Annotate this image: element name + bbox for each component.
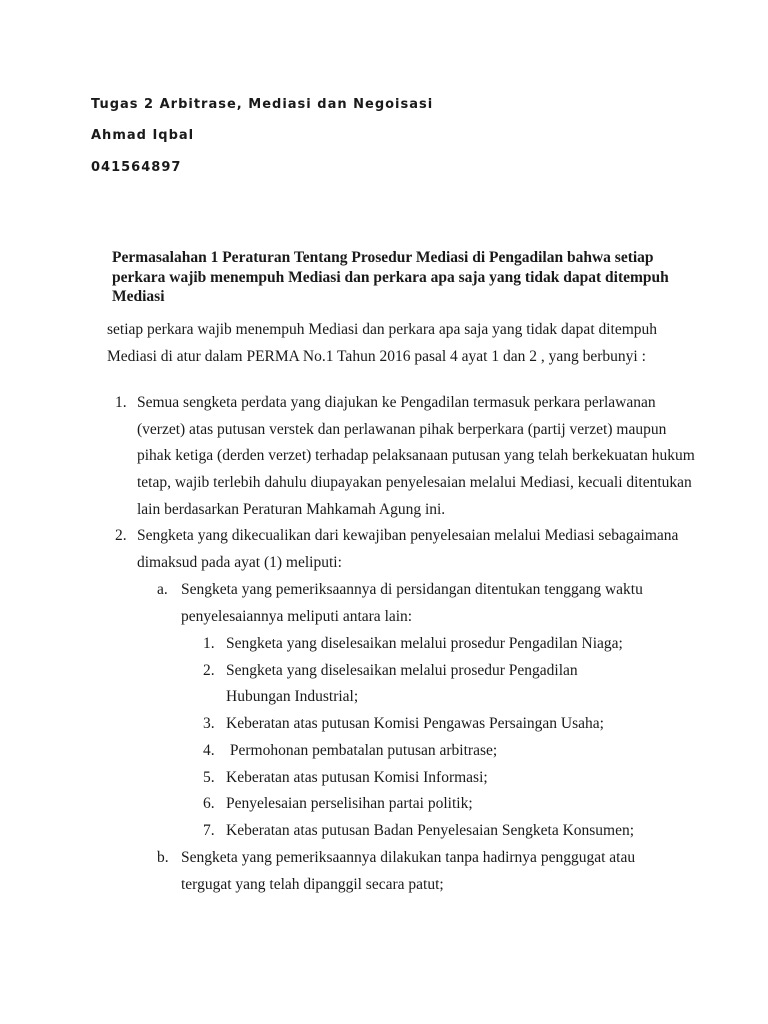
student-name: Ahmad Iqbal xyxy=(91,128,195,143)
nested-list-marker: 7. xyxy=(203,821,215,839)
nested-list-item xyxy=(203,711,663,738)
sub-list-item-text: Sengketa yang pemeriksaannya dilakukan tanpa hadirnya penggugat atau tergugat yang telah dipanggil secara patut; xyxy=(181,849,636,893)
nested-list-marker: 3. xyxy=(203,715,215,733)
nested-list-item-text: Keberatan atas putusan Komisi Informasi; xyxy=(226,768,488,786)
intro-paragraph: setiap perkara wajib menempuh Mediasi dan perkara apa saja yang tidak dapat ditempuh Mediasi di atur dalam PERMA No.1 Tahun 2016 pasal 4 ayat 1 dan 2 , yang berbunyi : xyxy=(107,321,658,365)
sub-list-marker: a. xyxy=(157,581,168,598)
nested-list-marker: 5. xyxy=(203,768,215,786)
list-item-text: Semua sengketa perdata yang diajukan ke Pengadilan termasuk perkara perlawanan (verzet) atas putusan verstek dan perlawanan pihak berperkara (partij verzet) maupun pihak ketiga (derden verzet) terhadap pelaksanaan putusan yang telah berkekuatan hukum tetap, wajib terlebih dahulu diupayakan penyelesaian melalui Mediasi, kecuali ditentukan lain berdasarkan Peraturan Mahkamah Agung ini. xyxy=(137,394,695,518)
list-item xyxy=(115,523,695,576)
nested-list-item-text: Penyelesaian perselisihan partai politik; xyxy=(226,795,473,813)
sub-list-item-text: Sengketa yang pemeriksaannya di persidangan ditentukan tenggang waktu penyelesaiannya meliputi antara lain: xyxy=(181,581,643,625)
nested-list-item xyxy=(203,818,663,845)
list-marker: 1. xyxy=(115,394,127,411)
assignment-title: Tugas 2 Arbitrase, Mediasi dan Negoisasi xyxy=(91,97,434,112)
sub-list-item xyxy=(157,577,677,630)
list-marker: 2. xyxy=(115,527,127,544)
sub-list-marker: b. xyxy=(157,849,169,866)
nested-list-item xyxy=(203,658,663,711)
list-item-text: Sengketa yang dikecualikan dari kewajiban penyelesaian melalui Mediasi sebagaimana dimaksud pada ayat (1) meliputi: xyxy=(137,527,679,571)
nested-list-item-text: Keberatan atas putusan Badan Penyelesaian Sengketa Konsumen; xyxy=(226,821,635,839)
nested-list-item xyxy=(203,791,663,818)
nested-list-item xyxy=(203,631,663,658)
nested-list-marker: 4. xyxy=(203,741,215,759)
nested-list-item xyxy=(203,765,663,792)
problem-heading: Permasalahan 1 Peraturan Tentang Prosedur Mediasi di Pengadilan bahwa setiap perkara wajib menempuh Mediasi dan perkara apa saja yang tidak dapat ditempuh Mediasi xyxy=(112,249,669,305)
nested-list-item-text: Keberatan atas putusan Komisi Pengawas Persaingan Usaha; xyxy=(226,715,604,733)
nested-list xyxy=(203,631,663,845)
nested-list-item xyxy=(203,738,663,765)
nested-list-item-text: Sengketa yang diselesaikan melalui prosedur Pengadilan Niaga; xyxy=(226,635,623,652)
nested-list-marker: 1. xyxy=(203,635,215,652)
nested-list-item-text: Permohonan pembatalan putusan arbitrase; xyxy=(226,741,498,759)
sub-list-item xyxy=(157,845,677,898)
nested-list-marker: 2. xyxy=(203,661,215,679)
student-id: 041564897 xyxy=(91,160,182,175)
nested-list-marker: 6. xyxy=(203,795,215,813)
list-item xyxy=(115,390,695,524)
nested-list-item-text: Sengketa yang diselesaikan melalui prosedur Pengadilan Hubungan Industrial; xyxy=(226,661,578,706)
